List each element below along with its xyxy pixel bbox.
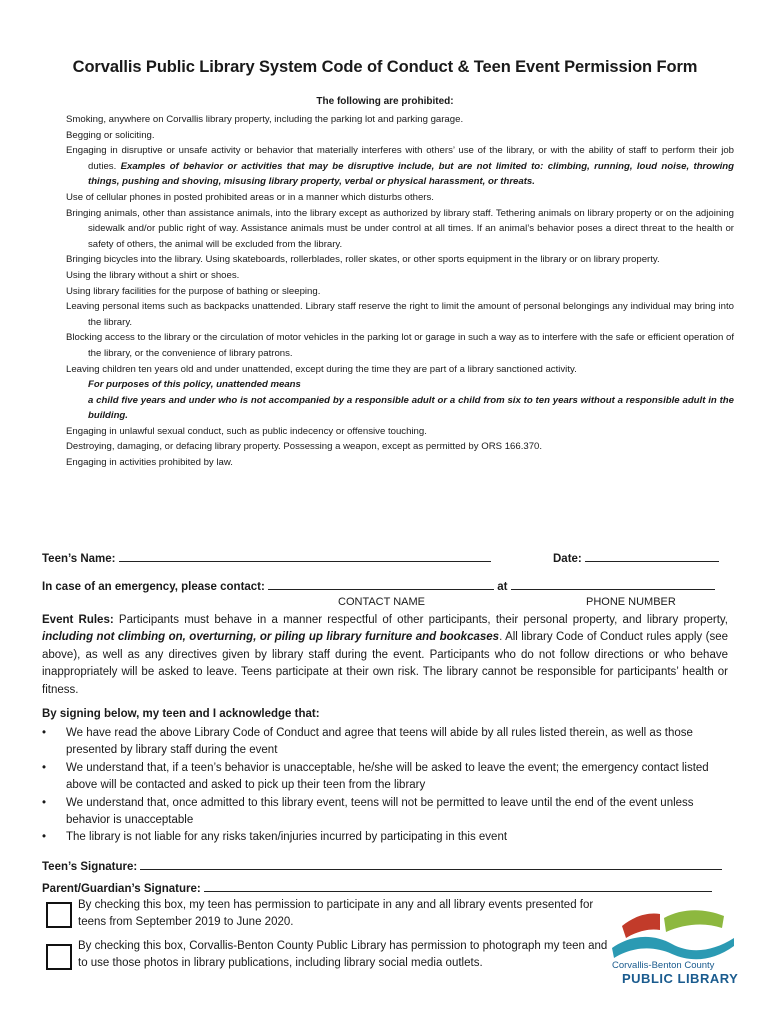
- rule-item: Begging or soliciting.: [66, 129, 155, 141]
- policy-note: For purposes of this policy, unattended means: [88, 379, 301, 391]
- rule-item: Smoking, anywhere on Corvallis library property, including the parking lot and parking garage.: [66, 114, 464, 125]
- teen-name-row: [42, 550, 491, 565]
- rule-item: Bringing bicycles into the library. Using skateboards, rollerblades, roller skates, or other sports equipment in the library or on library property.: [66, 254, 660, 266]
- logo-line1: Corvallis-Benton County: [612, 960, 715, 971]
- event-rules: Event Rules: Participants must behave in a manner respectful of other participants, their personal property, and library property, including not climbing on, overturning, or piling up library furniture and bookcases. All library Code of Conduct rules apply (see above), as well as any directives given by library staff during the event. Participants who do not follow directions or who behave inappropriately will be asked to leave. Teens participate at their own risk. The library cannot be responsible for participants’ health or fitness.: [42, 614, 728, 696]
- date-row: [553, 550, 719, 565]
- bullet-icon: •: [42, 796, 47, 809]
- event-rules-emphasis: including not climbing on, overturning, or piling up library furniture and bookcases: [42, 631, 500, 644]
- at-label: at: [497, 581, 508, 593]
- date-field[interactable]: [585, 550, 719, 562]
- rule-item: Leaving personal items such as backpacks unattended. Library staff reserve the right to limit the amount of personal belongings any individual may bring into the library.: [66, 301, 734, 328]
- rule-item: Engaging in disruptive or unsafe activity or behavior that materially interferes with others’ use of the library, or with the ability of staff to perform their job duties. Examples of behavior or activities that may be disruptive include, but are not limited to: climbing, running, loud noise, throwing things, pushing and shoving, misusing library property, verbal or physical harassment, or threats.: [66, 145, 734, 188]
- contact-name-field[interactable]: [268, 578, 494, 590]
- rule-item: Using the library without a shirt or shoes.: [66, 269, 240, 281]
- date-label: Date:: [553, 553, 582, 565]
- participation-checkbox-text: By checking this box, my teen has permission to participate in any and all library events presented for teens from September 2019 to June 2020.: [78, 899, 594, 929]
- logo-green-page: [664, 910, 724, 932]
- phone-number-caption: PHONE NUMBER: [586, 596, 676, 608]
- photo-permission-checkbox-text: By checking this box, Corvallis-Benton County Public Library has permission to photograph my teen and to use those photos in library publications, including library social media outlets.: [78, 940, 608, 970]
- guardian-signature-row: [42, 880, 712, 895]
- policy-note-definition: a child five years and under who is not accompanied by a responsible adult or a child from six to ten years without a responsible adult in the building.: [88, 394, 734, 422]
- rule-item: Engaging in unlawful sexual conduct, such as public indecency or offensive touching.: [66, 425, 427, 437]
- list-item: • We have read the above Library Code of Conduct and agree that teens will abide by all rules listed therein, as well as those presented by library staff during the event: [42, 727, 693, 757]
- teen-signature-row: [42, 858, 722, 873]
- prohibited-heading: The following are prohibited:: [316, 96, 454, 107]
- guardian-signature-field[interactable]: [204, 880, 712, 892]
- bullet-icon: •: [42, 761, 47, 774]
- participation-checkbox[interactable]: [46, 902, 72, 928]
- emergency-label: In case of an emergency, please contact:: [42, 581, 265, 593]
- logo-teal-wave: [612, 937, 734, 959]
- logo-red-page: [622, 914, 660, 939]
- rule-item: Bringing animals, other than assistance animals, into the library except as authorized by library staff. Tethering animals on library property or on the adjoining sidewalk and/or public right of way. Assistance animals must be under control at all times. If an animal’s behavior poses a direct threat to the health or safety of others, the animal will be excluded from the library.: [66, 207, 734, 250]
- rule-emphasis: Examples of behavior or activities that may be disruptive include, but are not limited to: climbing, running, loud noise, throwing things, pushing and shoving, misusing library property, verbal or physical harassment, or threats.: [88, 160, 734, 188]
- teen-signature-field[interactable]: [140, 858, 722, 870]
- bullet-icon: •: [42, 831, 47, 844]
- page-title: Corvallis Public Library System Code of Conduct & Teen Event Permission Form: [72, 58, 698, 76]
- event-rules-label: Event Rules:: [42, 614, 114, 626]
- logo-line2: PUBLIC LIBRARY: [622, 971, 739, 986]
- rule-item: Use of cellular phones in posted prohibited areas or in a manner which disturbs others.: [66, 191, 434, 203]
- emergency-row: [42, 578, 715, 593]
- teen-name-label: Teen’s Name:: [42, 553, 116, 565]
- teen-name-field[interactable]: [119, 550, 491, 562]
- list-item: • We understand that, if a teen’s behavior is unacceptable, he/she will be asked to leave the event; the emergency contact listed above will be contacted and asked to pick up their teen from the library: [42, 761, 709, 792]
- bullet-icon: •: [42, 727, 47, 739]
- phone-number-field[interactable]: [511, 578, 715, 590]
- rule-item: Destroying, damaging, or defacing library property. Possessing a weapon, except as permitted by ORS 166.370.: [66, 441, 543, 453]
- list-item: • We understand that, once admitted to this library event, teens will not be permitted to leave until the end of the event unless behavior is unacceptable: [42, 796, 694, 827]
- rule-item: Leaving children ten years old and under unattended, except during the time they are part of a library sanctioned activity.: [66, 363, 577, 375]
- contact-name-caption: CONTACT NAME: [338, 596, 425, 608]
- acknowledgement-heading: By signing below, my teen and I acknowledge that:: [42, 708, 320, 720]
- rule-item: Engaging in activities prohibited by law.: [66, 457, 233, 469]
- acknowledgement-list: [42, 725, 728, 847]
- list-item: • The library is not liable for any risks taken/injuries incurred by participating in this event: [42, 829, 728, 846]
- rule-item: Blocking access to the library or the circulation of motor vehicles in the parking lot or garage in such a way as to interfere with the safe or efficient operation of the library, or the convenience of library patrons.: [66, 332, 735, 359]
- photo-permission-checkbox[interactable]: [46, 944, 72, 970]
- guardian-signature-label: Parent/Guardian’s Signature:: [42, 883, 201, 895]
- rule-item: Using library facilities for the purpose of bathing or sleeping.: [66, 285, 321, 297]
- teen-signature-label: Teen’s Signature:: [42, 861, 138, 873]
- prohibited-list: [66, 112, 734, 471]
